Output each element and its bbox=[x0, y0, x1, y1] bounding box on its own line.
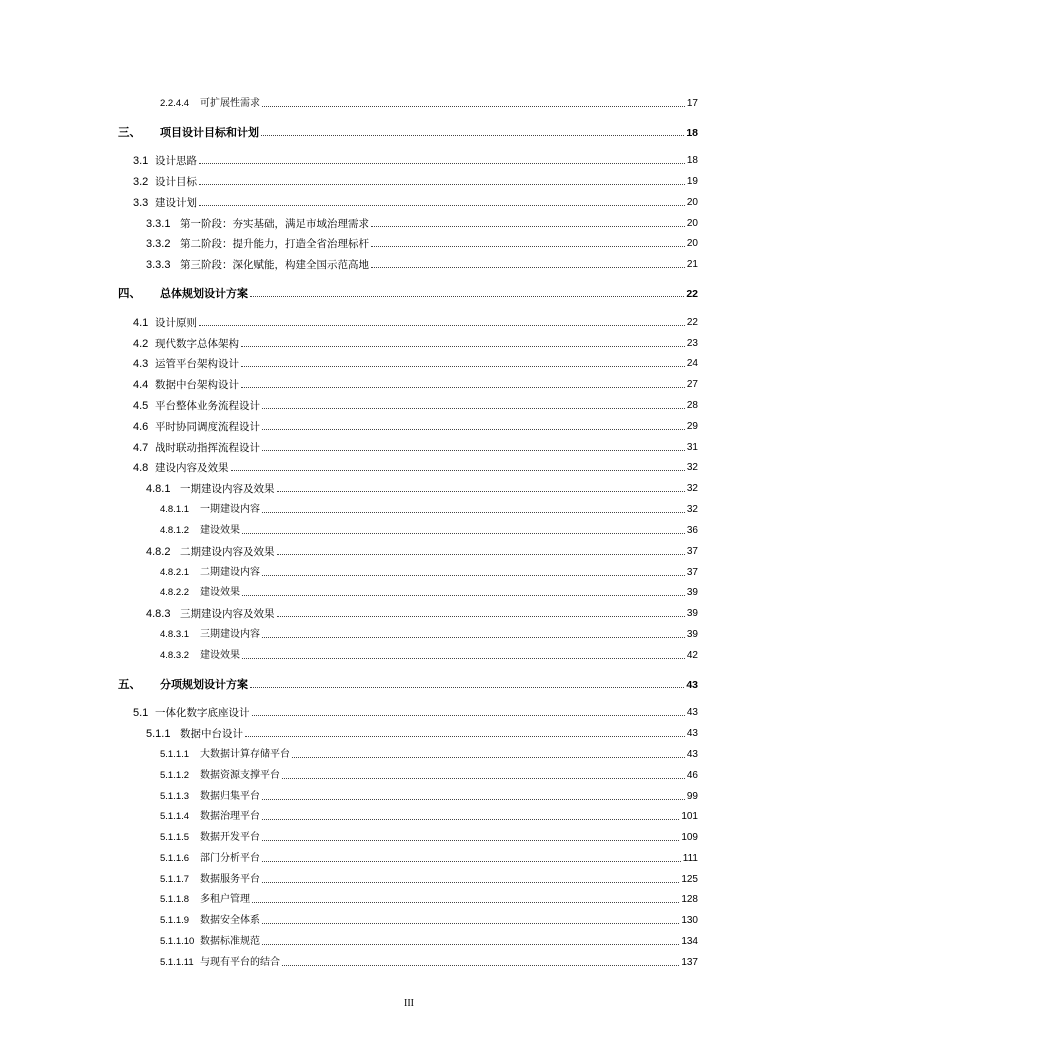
toc-dot-leader bbox=[262, 819, 679, 820]
toc-entry[interactable] bbox=[160, 829, 698, 845]
toc-entry-page: 101 bbox=[681, 811, 698, 822]
toc-entry-title: 平台整体业务流程设计 bbox=[155, 400, 260, 412]
toc-entry[interactable] bbox=[160, 522, 698, 538]
toc-entry-title: 运管平台架构设计 bbox=[155, 358, 239, 370]
toc-entry-number: 5.1 bbox=[133, 707, 149, 719]
toc-entry-number: 5.1.1.6 bbox=[160, 853, 190, 864]
toc-entry-title: 大数据计算存储平台 bbox=[200, 749, 290, 760]
toc-dot-leader bbox=[241, 366, 685, 367]
toc-dot-leader bbox=[241, 346, 685, 347]
toc-dot-leader bbox=[262, 799, 685, 800]
toc-entry-page: 31 bbox=[686, 442, 698, 453]
toc-entry-number: 五、 bbox=[118, 679, 141, 691]
toc-entry-page: 21 bbox=[686, 259, 698, 270]
toc-entry-page: 37 bbox=[686, 546, 698, 557]
toc-entry-title: 二期建设内容 bbox=[200, 567, 260, 578]
toc-entry-number: 4.8.3.2 bbox=[160, 650, 190, 661]
toc-dot-leader bbox=[262, 840, 679, 841]
toc-entry-page: 27 bbox=[686, 379, 698, 390]
toc-entry-page: 20 bbox=[686, 197, 698, 208]
toc-entry[interactable] bbox=[160, 891, 698, 907]
toc-entry[interactable] bbox=[133, 376, 698, 392]
toc-dot-leader bbox=[262, 944, 679, 945]
toc-entry[interactable] bbox=[133, 314, 698, 330]
toc-entry-title: 三期建设内容及效果 bbox=[180, 608, 275, 620]
toc-entry-title: 建设计划 bbox=[155, 197, 197, 209]
toc-entry-title: 三期建设内容 bbox=[200, 629, 260, 640]
toc-dot-leader bbox=[262, 512, 685, 513]
toc-chapter[interactable] bbox=[118, 676, 698, 692]
toc-entry-title: 一期建设内容 bbox=[200, 504, 260, 515]
toc-entry-title: 第一阶段：夯实基础，满足市域治理需求 bbox=[180, 218, 369, 230]
toc-entry-number: 4.3 bbox=[133, 358, 149, 370]
toc-entry-title: 数据标准规范 bbox=[200, 936, 260, 947]
toc-dot-leader bbox=[250, 296, 684, 297]
toc-dot-leader bbox=[262, 882, 679, 883]
toc-entry-page: 125 bbox=[681, 874, 698, 885]
toc-entry-page: 18 bbox=[686, 127, 698, 139]
toc-entry-page: 32 bbox=[686, 483, 698, 494]
toc-entry-number: 5.1.1 bbox=[146, 728, 171, 740]
toc-dot-leader bbox=[262, 450, 685, 451]
toc-dot-leader bbox=[262, 861, 681, 862]
toc-entry[interactable] bbox=[160, 584, 698, 600]
toc-entry[interactable] bbox=[133, 418, 698, 434]
toc-entry-number: 四、 bbox=[118, 288, 141, 300]
toc-entry[interactable] bbox=[146, 605, 698, 621]
toc-entry[interactable] bbox=[160, 501, 698, 517]
toc-dot-leader bbox=[282, 965, 679, 966]
toc-entry[interactable] bbox=[160, 95, 698, 111]
toc-dot-leader bbox=[199, 184, 685, 185]
toc-dot-leader bbox=[262, 106, 685, 107]
toc-dot-leader bbox=[231, 470, 685, 471]
toc-entry-number: 4.6 bbox=[133, 421, 149, 433]
toc-entry-title: 数据归集平台 bbox=[200, 791, 260, 802]
toc-entry[interactable] bbox=[133, 173, 698, 189]
toc-entry-number: 4.8.3.1 bbox=[160, 629, 190, 640]
toc-entry[interactable] bbox=[160, 564, 698, 580]
toc-entry-page: 32 bbox=[686, 462, 698, 473]
toc-entry-number: 4.8.2.2 bbox=[160, 587, 190, 598]
toc-entry-number: 4.8 bbox=[133, 462, 149, 474]
toc-entry-number: 3.1 bbox=[133, 155, 149, 167]
toc-chapter[interactable] bbox=[118, 124, 698, 140]
toc-entry[interactable] bbox=[160, 850, 698, 866]
page-number-footer: III bbox=[404, 998, 414, 1009]
toc-entry[interactable] bbox=[160, 626, 698, 642]
toc-entry-page: 130 bbox=[681, 915, 698, 926]
toc-dot-leader bbox=[252, 902, 679, 903]
toc-entry-page: 22 bbox=[686, 317, 698, 328]
toc-entry[interactable] bbox=[160, 933, 698, 949]
toc-entry-title: 数据安全体系 bbox=[200, 915, 260, 926]
toc-dot-leader bbox=[371, 267, 685, 268]
toc-dot-leader bbox=[199, 325, 685, 326]
toc-dot-leader bbox=[277, 491, 685, 492]
toc-entry-title: 项目设计目标和计划 bbox=[160, 126, 259, 139]
toc-entry-page: 109 bbox=[681, 832, 698, 843]
toc-entry-page: 39 bbox=[686, 629, 698, 640]
toc-entry-title: 一体化数字底座设计 bbox=[155, 707, 250, 719]
toc-entry-page: 28 bbox=[686, 400, 698, 411]
toc-entry-page: 43 bbox=[686, 679, 698, 691]
toc-entry-title: 数据中台架构设计 bbox=[155, 379, 239, 391]
toc-entry-page: 39 bbox=[686, 587, 698, 598]
toc-entry-page: 134 bbox=[681, 936, 698, 947]
toc-dot-leader bbox=[242, 595, 685, 596]
toc-entry[interactable] bbox=[146, 215, 698, 231]
toc-entry-page: 46 bbox=[686, 770, 698, 781]
toc-dot-leader bbox=[277, 616, 685, 617]
toc-entry-number: 4.8.1.2 bbox=[160, 525, 190, 536]
toc-entry-page: 111 bbox=[682, 853, 698, 864]
toc-entry-title: 建设效果 bbox=[200, 650, 240, 661]
toc-entry-title: 第三阶段：深化赋能，构建全国示范高地 bbox=[180, 259, 369, 271]
toc-entry-page: 43 bbox=[686, 707, 698, 718]
toc-entry-title: 设计目标 bbox=[155, 176, 197, 188]
toc-entry-number: 5.1.1.1 bbox=[160, 749, 190, 760]
toc-entry[interactable] bbox=[160, 647, 698, 663]
toc-entry-title: 部门分析平台 bbox=[200, 853, 260, 864]
toc-entry-number: 5.1.1.8 bbox=[160, 894, 190, 905]
toc-entry-page: 137 bbox=[681, 957, 698, 968]
toc-dot-leader bbox=[292, 757, 685, 758]
toc-dot-leader bbox=[241, 387, 685, 388]
toc-dot-leader bbox=[242, 658, 685, 659]
toc-entry[interactable] bbox=[146, 256, 698, 272]
toc-entry-title: 总体规划设计方案 bbox=[160, 287, 248, 300]
toc-entry-number: 3.3 bbox=[133, 197, 149, 209]
toc-entry-page: 42 bbox=[686, 650, 698, 661]
toc-entry-number: 4.2 bbox=[133, 338, 149, 350]
toc-entry-number: 5.1.1.11 bbox=[160, 957, 194, 968]
toc-entry[interactable] bbox=[160, 808, 698, 824]
toc-entry-number: 5.1.1.9 bbox=[160, 915, 190, 926]
toc-dot-leader bbox=[262, 575, 685, 576]
toc-entry-number: 4.8.3 bbox=[146, 608, 171, 620]
toc-entry-number: 5.1.1.7 bbox=[160, 874, 190, 885]
toc-entry-page: 22 bbox=[686, 288, 698, 300]
toc-entry-page: 43 bbox=[686, 728, 698, 739]
toc-entry-title: 数据开发平台 bbox=[200, 832, 260, 843]
toc-dot-leader bbox=[282, 778, 685, 779]
toc-entry-page: 37 bbox=[686, 567, 698, 578]
toc-entry-number: 5.1.1.2 bbox=[160, 770, 190, 781]
toc-entry-page: 17 bbox=[686, 98, 698, 109]
toc-dot-leader bbox=[371, 246, 685, 247]
toc-entry-title: 分项规划设计方案 bbox=[160, 678, 248, 691]
toc-entry-number: 2.2.4.4 bbox=[160, 98, 190, 109]
toc-entry-number: 3.2 bbox=[133, 176, 149, 188]
toc-entry-page: 99 bbox=[686, 791, 698, 802]
toc-entry[interactable] bbox=[160, 746, 698, 762]
toc-entry[interactable] bbox=[133, 152, 698, 168]
toc-dot-leader bbox=[252, 715, 685, 716]
toc-entry-title: 数据治理平台 bbox=[200, 811, 260, 822]
toc-dot-leader bbox=[262, 923, 679, 924]
toc-dot-leader bbox=[199, 205, 685, 206]
toc-entry-title: 现代数字总体架构 bbox=[155, 338, 239, 350]
toc-entry-page: 18 bbox=[686, 155, 698, 166]
toc-dot-leader bbox=[371, 226, 685, 227]
toc-dot-leader bbox=[250, 687, 684, 688]
toc-entry[interactable] bbox=[160, 767, 698, 783]
toc-entry-number: 三、 bbox=[118, 127, 141, 139]
toc-entry-title: 数据中台设计 bbox=[180, 728, 243, 740]
toc-entry[interactable] bbox=[146, 543, 698, 559]
toc-entry-page: 19 bbox=[686, 176, 698, 187]
toc-entry-title: 建设效果 bbox=[200, 587, 240, 598]
toc-dot-leader bbox=[261, 135, 684, 136]
toc-entry-title: 数据资源支撑平台 bbox=[200, 770, 280, 781]
toc-entry-page: 39 bbox=[686, 608, 698, 619]
toc-dot-leader bbox=[262, 429, 685, 430]
toc-entry-title: 战时联动指挥流程设计 bbox=[155, 442, 260, 454]
toc-entry-number: 4.7 bbox=[133, 442, 149, 454]
toc-entry-title: 设计原则 bbox=[155, 317, 197, 329]
toc-entry[interactable] bbox=[133, 459, 698, 475]
toc-entry-number: 3.3.3 bbox=[146, 259, 171, 271]
toc-entry-page: 24 bbox=[686, 358, 698, 369]
toc-entry-title: 与现有平台的结合 bbox=[200, 957, 280, 968]
toc-entry[interactable] bbox=[133, 704, 698, 720]
toc-entry-number: 3.3.1 bbox=[146, 218, 171, 230]
toc-entry[interactable] bbox=[146, 725, 698, 741]
toc-entry[interactable] bbox=[133, 194, 698, 210]
toc-entry-number: 4.8.2 bbox=[146, 546, 171, 558]
toc-entry-page: 23 bbox=[686, 338, 698, 349]
toc-dot-leader bbox=[199, 163, 685, 164]
toc-entry-number: 5.1.1.5 bbox=[160, 832, 190, 843]
toc-entry[interactable] bbox=[160, 871, 698, 887]
toc-entry-page: 36 bbox=[686, 525, 698, 536]
toc-entry[interactable] bbox=[133, 335, 698, 351]
toc-entry-title: 一期建设内容及效果 bbox=[180, 483, 275, 495]
toc-entry[interactable] bbox=[146, 235, 698, 251]
toc-entry-title: 设计思路 bbox=[155, 155, 197, 167]
toc-entry-page: 128 bbox=[681, 894, 698, 905]
toc-dot-leader bbox=[262, 408, 685, 409]
toc-entry-number: 3.3.2 bbox=[146, 238, 171, 250]
toc-dot-leader bbox=[245, 736, 685, 737]
toc-entry-title: 数据服务平台 bbox=[200, 874, 260, 885]
toc-entry-page: 32 bbox=[686, 504, 698, 515]
toc-entry[interactable] bbox=[133, 355, 698, 371]
toc-dot-leader bbox=[262, 637, 685, 638]
toc-dot-leader bbox=[277, 554, 685, 555]
toc-dot-leader bbox=[242, 533, 685, 534]
toc-entry-title: 二期建设内容及效果 bbox=[180, 546, 275, 558]
toc-entry-number: 5.1.1.10 bbox=[160, 936, 195, 947]
toc-entry-number: 4.1 bbox=[133, 317, 149, 329]
toc-entry-number: 5.1.1.3 bbox=[160, 791, 190, 802]
toc-entry-number: 4.8.1 bbox=[146, 483, 171, 495]
toc-entry-title: 建设内容及效果 bbox=[155, 462, 229, 474]
toc-entry-number: 4.8.2.1 bbox=[160, 567, 190, 578]
toc-entry-title: 可扩展性需求 bbox=[200, 98, 260, 109]
toc-entry[interactable] bbox=[160, 954, 698, 970]
toc-entry[interactable] bbox=[133, 439, 698, 455]
toc-entry-page: 43 bbox=[686, 749, 698, 760]
toc-entry-page: 20 bbox=[686, 238, 698, 249]
toc-entry-number: 5.1.1.4 bbox=[160, 811, 190, 822]
toc-entry-number: 4.4 bbox=[133, 379, 149, 391]
toc-entry[interactable] bbox=[160, 912, 698, 928]
toc-entry-page: 29 bbox=[686, 421, 698, 432]
toc-entry[interactable] bbox=[133, 397, 698, 413]
toc-entry-page: 20 bbox=[686, 218, 698, 229]
toc-entry-title: 建设效果 bbox=[200, 525, 240, 536]
toc-entry-title: 多租户管理 bbox=[200, 894, 250, 905]
toc-entry-number: 4.5 bbox=[133, 400, 149, 412]
toc-entry[interactable] bbox=[146, 480, 698, 496]
toc-chapter[interactable] bbox=[118, 285, 698, 301]
toc-entry-number: 4.8.1.1 bbox=[160, 504, 190, 515]
toc-entry-title: 第二阶段：提升能力，打造全省治理标杆 bbox=[180, 238, 369, 250]
toc-entry-title: 平时协同调度流程设计 bbox=[155, 421, 260, 433]
toc-entry[interactable] bbox=[160, 788, 698, 804]
